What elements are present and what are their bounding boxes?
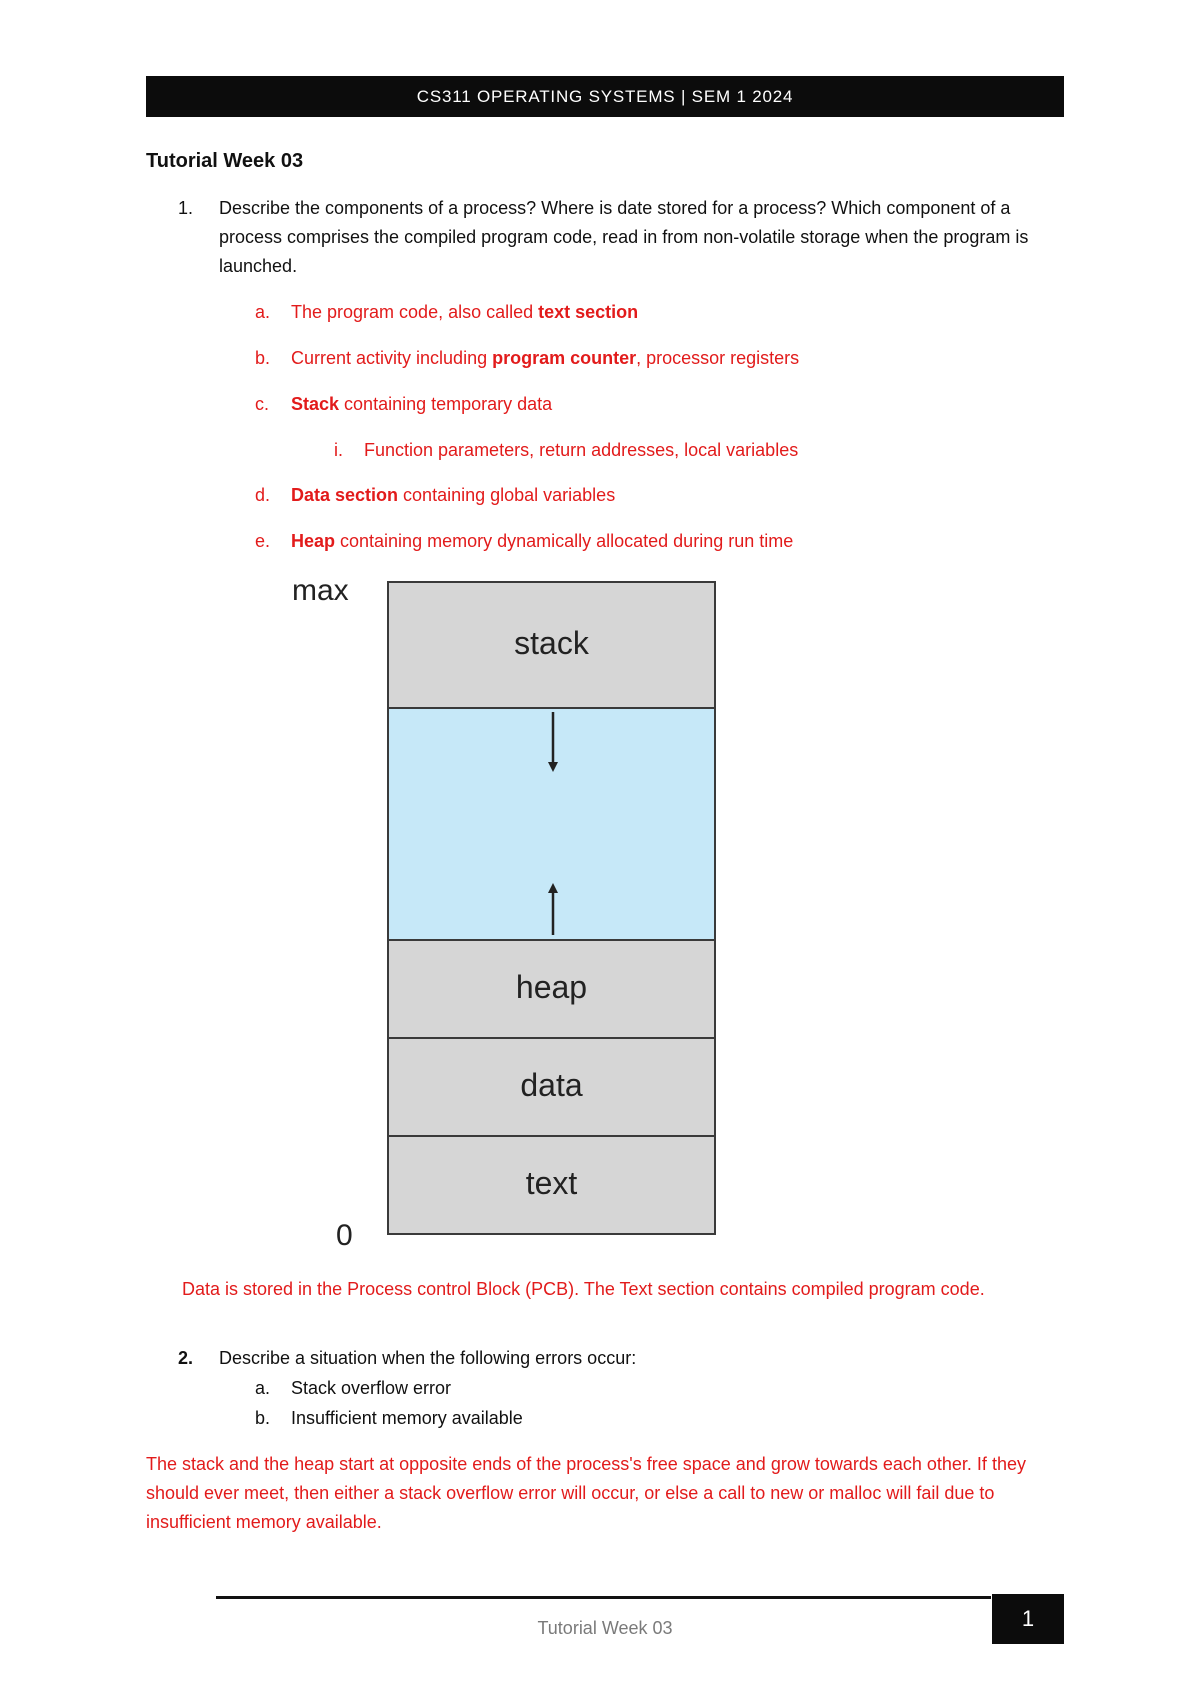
tutorial-title: Tutorial Week 03	[146, 150, 304, 172]
answer-e-bold: Heap	[291, 531, 336, 551]
header-course: CS311 OPERATING SYSTEMS | SEM 1 2024	[416, 86, 794, 106]
footer-divider	[216, 1596, 991, 1599]
answer-e-after: containing memory dynamically allocated during run time	[335, 531, 794, 551]
answer-d	[255, 485, 615, 506]
question-2-answer: The stack and the heap start at opposite ends of the process's free space and grow towards each other. If they should ever meet, then either a stack overflow error will occur, or else a call to new or malloc will fail due to insufficient memory available.	[146, 1454, 1026, 1532]
stack-label: stack	[514, 625, 589, 661]
question-2-item-b-text: Insufficient memory available	[291, 1408, 523, 1428]
question-1	[178, 194, 1048, 281]
answer-c-letter: c.	[255, 394, 270, 414]
answer-a	[255, 302, 638, 323]
question-2-text: Describe a situation when the following errors occur:	[219, 1348, 637, 1368]
answer-e-letter: e.	[255, 531, 271, 551]
diagram-zero-label: 0	[336, 1219, 353, 1250]
question-2-number: 2.	[178, 1348, 194, 1368]
answer-a-before: The program code, also called	[291, 302, 539, 322]
answer-d-letter: d.	[255, 485, 271, 505]
data-label: data	[520, 1067, 583, 1103]
answer-d-bold: Data section	[291, 485, 399, 505]
answer-e	[255, 531, 793, 552]
question-2-item-b-letter: b.	[255, 1408, 271, 1428]
question-2-item-a-text: Stack overflow error	[291, 1378, 452, 1398]
footer-text: Tutorial Week 03	[537, 1618, 673, 1638]
answer-c-bold: Stack	[291, 394, 340, 414]
answer-a-letter: a.	[255, 302, 271, 322]
diagram-max-label: max	[292, 574, 349, 607]
text-label: text	[525, 1165, 578, 1201]
heap-label: heap	[515, 969, 588, 1005]
question-1-number: 1.	[178, 198, 194, 218]
answer-b-before: Current activity including	[291, 348, 493, 368]
answer-c	[255, 394, 552, 415]
answer-c-i	[334, 440, 798, 461]
answer-c-i-letter: i.	[334, 440, 343, 460]
process-memory-diagram	[280, 570, 740, 1250]
question-1-answer: Data is stored in the Process control Block (PCB). The Text section contains compiled program code.	[182, 1279, 985, 1299]
answer-d-after: containing global variables	[398, 485, 616, 505]
question-2-item-a-letter: a.	[255, 1378, 271, 1398]
answer-c-i-text: Function parameters, return addresses, local variables	[364, 440, 799, 460]
page-header	[146, 76, 1064, 117]
answer-b-letter: b.	[255, 348, 271, 368]
question-2-item-b	[255, 1408, 523, 1429]
answer-c-after: containing temporary data	[339, 394, 553, 414]
page-number: 1	[992, 1594, 1064, 1644]
answer-a-bold: text section	[538, 302, 639, 322]
answer-b	[255, 348, 799, 369]
answer-b-bold: program counter	[492, 348, 637, 368]
question-1-text: Describe the components of a process? Where is date stored for a process? Which component of a process comprises the compiled program code, read in from non-volatile storage when the program is launched.	[219, 198, 1029, 276]
answer-b-after: , processor registers	[636, 348, 800, 368]
question-2-item-a	[255, 1378, 451, 1399]
free-space-region	[388, 708, 715, 940]
